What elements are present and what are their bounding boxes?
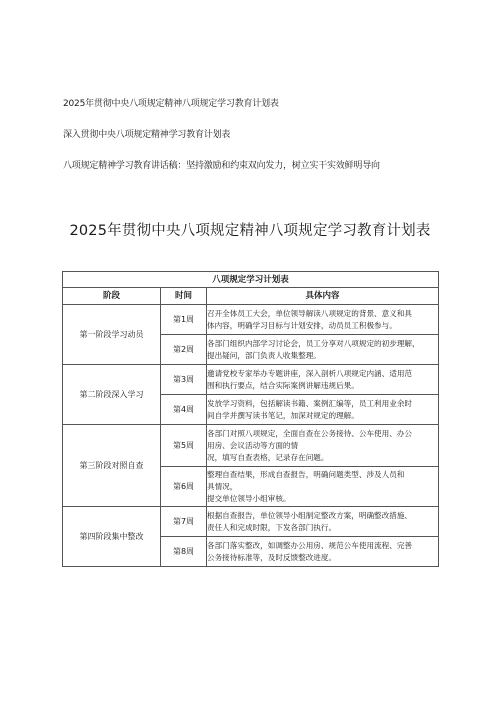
table-row (63, 425, 439, 467)
content-cell (207, 335, 439, 365)
content-line: 责任人和完成时限，下发各部门执行。 (207, 522, 337, 532)
week-cell: 第4周 (161, 395, 207, 425)
week-cell: 第6周 (161, 467, 207, 507)
content-cell (207, 365, 439, 395)
toc-line-2[interactable]: 深入贯彻中央八项规定精神学习教育计划表 (63, 130, 231, 140)
content-line: 根据自查报告，单位领导小组制定整改方案，明确整改措施、 (207, 510, 413, 520)
table-caption: 八项规定学习计划表 (63, 272, 439, 288)
content-line: 围和执行要点，结合实际案例讲解违规后果。 (207, 380, 359, 390)
content-line: 提出疑问，部门负责人收集整理。 (207, 350, 321, 360)
toc-line-3[interactable]: 八项规定精神学习教育讲话稿：坚持激励和约束双向发力，树立实干实效鲜明导向 (63, 161, 380, 171)
phase-cell: 第二阶段深入学习 (63, 365, 161, 425)
table-row (63, 305, 439, 335)
phase-cell: 第一阶段学习动员 (63, 305, 161, 365)
plan-table (62, 271, 439, 567)
page-title: 2025年贯彻中央八项规定精神八项规定学习教育计划表 (69, 223, 431, 239)
content-line: 发放学习资料，包括解读书籍、案例汇编等，员工利用业余时 (207, 398, 413, 408)
table-row (63, 507, 439, 537)
header-phase: 阶段 (63, 288, 161, 305)
content-line: 各部门落实整改，如调整办公用房、规范公车使用流程、完善 (207, 540, 413, 550)
content-cell (207, 395, 439, 425)
content-line: 体内容，明确学习目标与计划安排，动员员工积极参与。 (207, 320, 397, 330)
week-cell: 第1周 (161, 305, 207, 335)
content-line: 具情况， (207, 481, 238, 491)
content-cell (207, 467, 439, 507)
content-line: 公务接待标准等，及时反馈整改进度。 (207, 552, 337, 562)
content-line: 各部门组织内部学习讨论会，员工分享对八项规定的初步理解， (207, 338, 420, 348)
content-cell (207, 507, 439, 537)
week-cell: 第3周 (161, 365, 207, 395)
content-line: 各部门对照八项规定，全面自查在公务接待、公车使用、办公 (207, 428, 413, 438)
content-line: 整理自查结果，形成自查报告，明确问题类型、涉及人员和 (207, 469, 405, 479)
toc-line-1[interactable]: 2025年贯彻中央八项规定精神八项规定学习教育计划表 (63, 99, 279, 109)
week-cell: 第8周 (161, 537, 207, 567)
table-row (63, 365, 439, 395)
content-cell (207, 305, 439, 335)
table-caption-row (63, 272, 439, 288)
content-cell (207, 425, 439, 467)
content-line: 况，填写自查表格，记录存在问题。 (207, 452, 329, 462)
table-body (63, 305, 439, 567)
header-content: 具体内容 (207, 288, 439, 305)
content-line: 间自学并撰写读书笔记，加深对规定的理解。 (207, 410, 359, 420)
week-cell: 第5周 (161, 425, 207, 467)
content-line: 召开全体员工大会，单位领导解读八项规定的背景、意义和具 (207, 308, 413, 318)
content-line: 提交单位领导小组审核。 (207, 493, 291, 503)
header-time: 时间 (161, 288, 207, 305)
week-cell: 第2周 (161, 335, 207, 365)
table-header-row (63, 288, 439, 305)
content-cell (207, 537, 439, 567)
phase-cell: 第三阶段对照自查 (63, 425, 161, 507)
phase-cell: 第四阶段集中整改 (63, 507, 161, 567)
week-cell: 第7周 (161, 507, 207, 537)
content-line: 用房、会议活动等方面的情 (207, 440, 299, 450)
content-line: 邀请党校专家举办专题讲座，深入剖析八项规定内涵、适用范 (207, 368, 413, 378)
